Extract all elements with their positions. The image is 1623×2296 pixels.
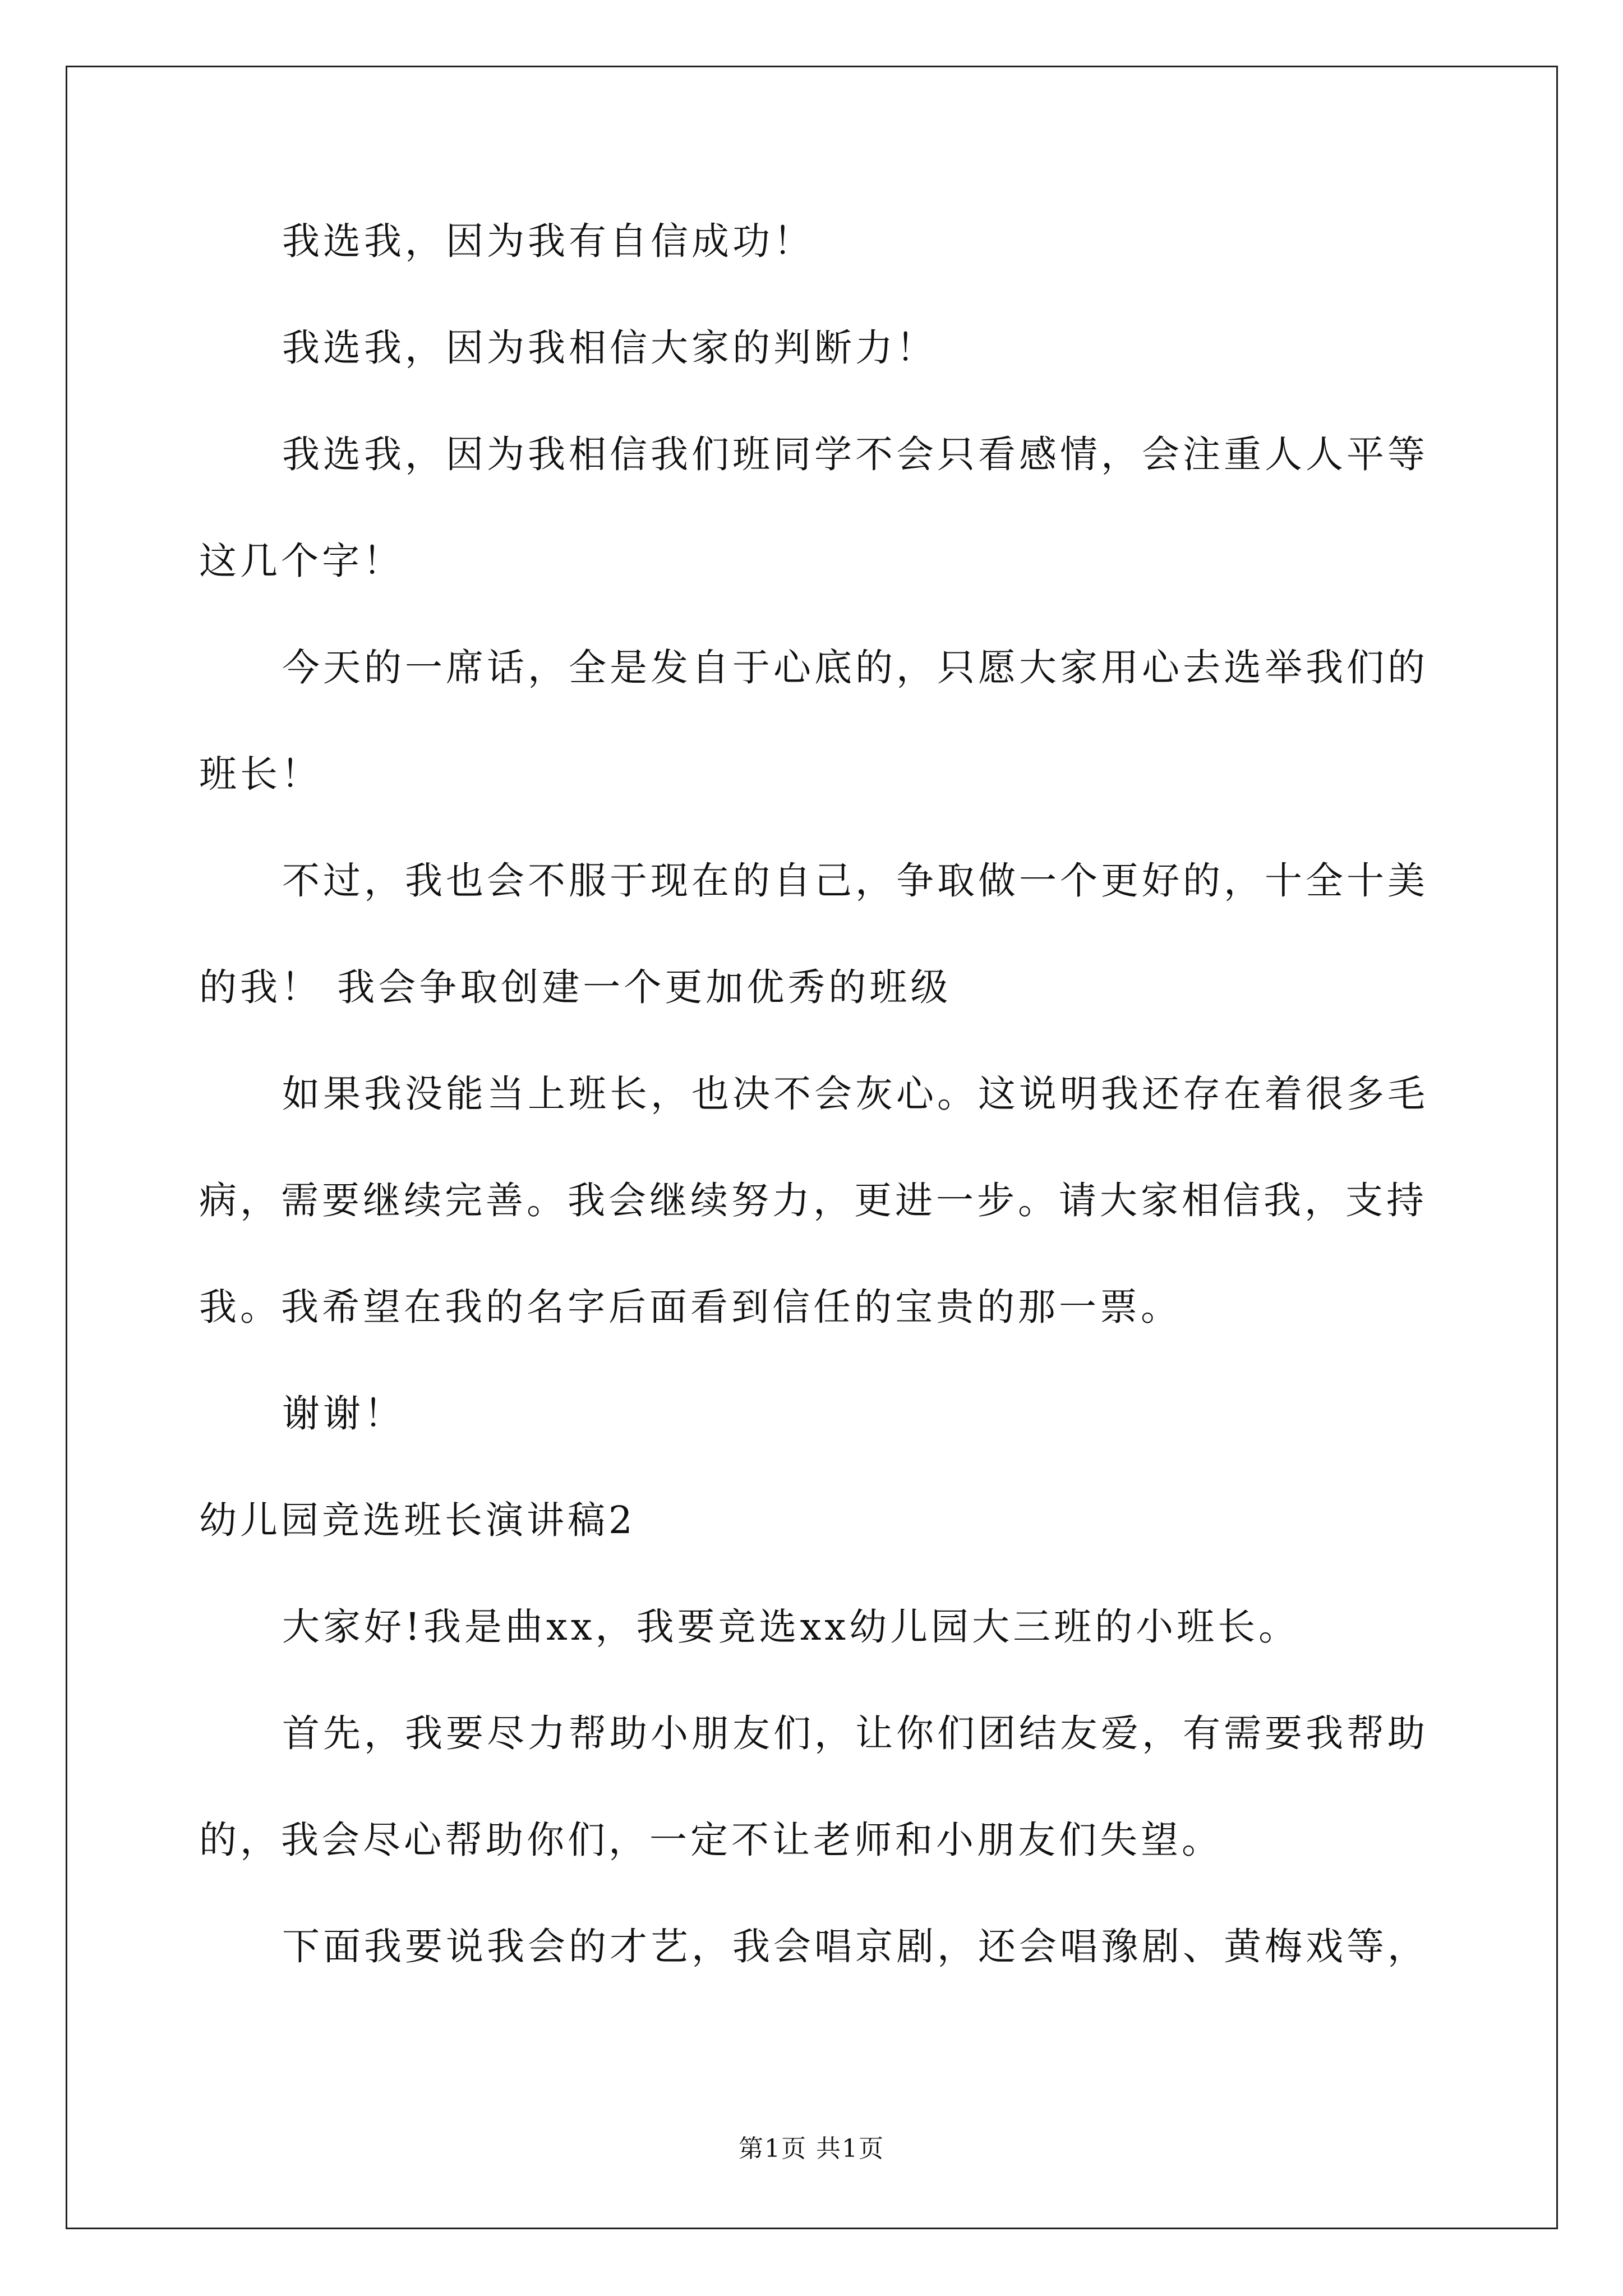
paragraph-line: 我选我，因为我有自信成功！ <box>282 219 814 263</box>
paragraph-line: 我选我，因为我相信我们班同学不会只看感情，会注重人人平等 <box>282 432 1428 476</box>
paragraph-line: 班长！ <box>199 752 322 796</box>
paragraph-line: 病，需要继续完善。我会继续努力，更进一步。请大家相信我，支持 <box>199 1179 1427 1222</box>
paragraph-line: 的我！ 我会争取创建一个更加优秀的班级 <box>199 965 952 1009</box>
paragraph-line: 我。我希望在我的名字后面看到信任的宝贵的那一票。 <box>199 1285 1182 1329</box>
paragraph-line: 的，我会尽心帮助你们，一定不让老师和小朋友们失望。 <box>199 1818 1223 1862</box>
paragraph-line: 下面我要说我会的才艺，我会唱京剧，还会唱豫剧、黄梅戏等， <box>282 1925 1428 1968</box>
page-border <box>66 66 1558 2229</box>
page-footer: 第1页 共1页 <box>739 2134 884 2163</box>
paragraph-line: 不过，我也会不服于现在的自己，争取做一个更好的，十全十美 <box>282 859 1428 903</box>
paragraph-line: 谢谢！ <box>282 1392 405 1435</box>
paragraph-line: 这几个字！ <box>199 539 404 583</box>
paragraph-line: 首先，我要尽力帮助小朋友们，让你们团结友爱，有需要我帮助 <box>282 1711 1428 1755</box>
paragraph-line: 大家好!我是曲xx，我要竞选xx幼儿园大三班的小班长。 <box>282 1605 1300 1649</box>
section-heading: 幼儿园竞选班长演讲稿2 <box>199 1498 636 1542</box>
paragraph-line: 今天的一席话，全是发自于心底的，只愿大家用心去选举我们的 <box>282 646 1428 689</box>
paragraph-line: 我选我，因为我相信大家的判断力！ <box>282 326 937 370</box>
paragraph-line: 如果我没能当上班长，也决不会灰心。这说明我还存在着很多毛 <box>282 1072 1428 1116</box>
